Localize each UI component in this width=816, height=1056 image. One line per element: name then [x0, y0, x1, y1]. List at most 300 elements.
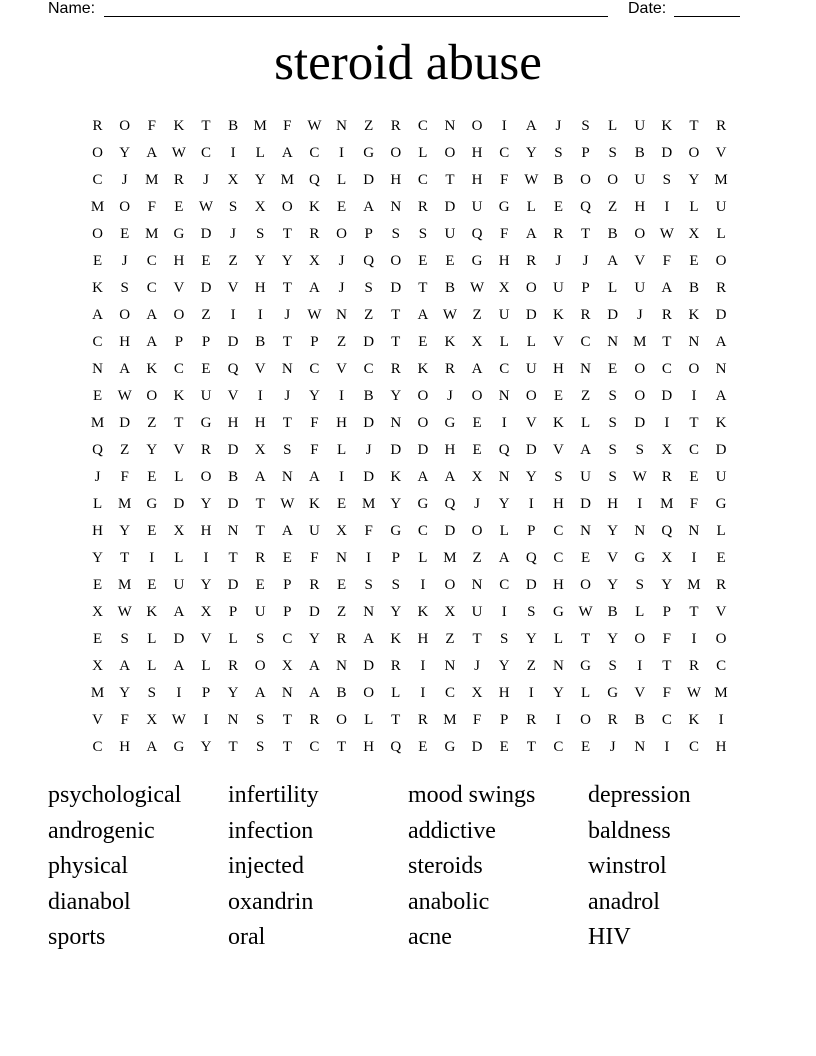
grid-letter: S: [608, 442, 617, 458]
grid-letter: Z: [201, 307, 211, 323]
grid-letter: R: [444, 361, 455, 377]
grid-letter: C: [92, 739, 103, 755]
grid-letter: Y: [525, 469, 537, 485]
grid-letter: R: [309, 712, 320, 728]
grid-letter: U: [715, 199, 727, 215]
grid-letter: V: [173, 280, 185, 296]
grid-letter: H: [363, 739, 375, 755]
grid-letter: E: [147, 523, 157, 539]
grid-letter: O: [173, 307, 185, 323]
grid-letter: I: [528, 685, 534, 701]
grid-letter: H: [173, 253, 185, 269]
grid-letter: O: [444, 577, 456, 593]
grid-letter: C: [716, 658, 727, 674]
grid-letter: A: [525, 226, 537, 242]
grid-letter: B: [228, 118, 239, 134]
grid-letter: O: [471, 388, 483, 404]
grid-letter: W: [117, 604, 132, 620]
grid-letter: E: [147, 577, 157, 593]
grid-letter: D: [363, 658, 375, 674]
grid-letter: O: [715, 631, 727, 647]
grid-letter: C: [553, 523, 564, 539]
grid-letter: N: [580, 523, 591, 539]
grid-letter: X: [254, 199, 266, 215]
grid-row: [84, 248, 735, 275]
grid-letter: B: [553, 172, 564, 188]
grid-letter: T: [228, 550, 238, 566]
grid-letter: I: [637, 658, 643, 674]
grid-letter: Z: [364, 307, 374, 323]
grid-letter: O: [363, 685, 375, 701]
grid-letter: E: [201, 361, 211, 377]
grid-letter: T: [391, 307, 401, 323]
grid-letter: Y: [390, 388, 402, 404]
grid-letter: C: [580, 334, 591, 350]
grid-letter: T: [526, 739, 536, 755]
grid-letter: R: [661, 307, 672, 323]
grid-letter: Y: [227, 685, 239, 701]
grid-letter: E: [445, 253, 455, 269]
word-list-item: sports: [48, 924, 106, 951]
grid-letter: T: [445, 172, 455, 188]
grid-letter: V: [715, 604, 727, 620]
grid-letter: Y: [200, 739, 212, 755]
grid-letter: L: [580, 415, 591, 431]
grid-letter: Y: [146, 442, 158, 458]
grid-letter: O: [634, 631, 646, 647]
grid-letter: K: [688, 307, 700, 323]
grid-row: [84, 572, 735, 599]
grid-letter: V: [634, 253, 646, 269]
grid-letter: T: [580, 631, 591, 647]
grid-letter: F: [147, 199, 156, 215]
grid-letter: K: [309, 199, 320, 215]
grid-letter: U: [634, 172, 646, 188]
grid-letter: T: [174, 415, 184, 431]
grid-letter: A: [173, 604, 185, 620]
grid-letter: K: [444, 334, 456, 350]
grid-letter: O: [92, 145, 103, 161]
word-list: [48, 778, 768, 956]
grid-letter: E: [336, 577, 347, 593]
word-list-item: steroids: [408, 853, 483, 880]
grid-letter: D: [200, 226, 212, 242]
word-list-item: addictive: [408, 817, 496, 844]
grid-letter: M: [90, 199, 105, 215]
grid-letter: J: [284, 307, 291, 323]
grid-letter: D: [227, 496, 239, 512]
grid-letter: E: [201, 253, 211, 269]
grid-letter: I: [420, 577, 426, 593]
grid-letter: W: [659, 226, 674, 242]
grid-letter: Y: [309, 388, 320, 404]
grid-letter: Q: [580, 199, 591, 215]
grid-letter: G: [200, 415, 212, 431]
grid-letter: U: [444, 226, 456, 242]
grid-letter: B: [363, 388, 374, 404]
word-list-item: infertility: [228, 782, 319, 808]
grid-letter: T: [472, 631, 482, 647]
grid-letter: A: [417, 469, 429, 485]
grid-letter: Y: [552, 685, 564, 701]
grid-letter: A: [417, 307, 429, 323]
grid-letter: X: [227, 172, 239, 188]
grid-letter: Y: [498, 496, 510, 512]
grid-letter: H: [119, 334, 131, 350]
grid-letter: M: [117, 577, 132, 593]
grid-letter: L: [336, 172, 347, 188]
grid-letter: C: [499, 577, 510, 593]
grid-letter: O: [525, 280, 537, 296]
grid-letter: S: [608, 415, 617, 431]
grid-letter: L: [553, 631, 563, 647]
grid-letter: D: [390, 280, 402, 296]
grid-letter: E: [336, 199, 347, 215]
grid-letter: T: [201, 118, 211, 134]
grid-letter: O: [146, 388, 158, 404]
grid-letter: O: [471, 118, 483, 134]
grid-letter: E: [92, 631, 103, 647]
grid-letter: A: [92, 307, 103, 323]
word-list-item: baldness: [588, 817, 671, 844]
grid-letter: X: [309, 253, 320, 269]
grid-letter: N: [227, 712, 239, 728]
grid-letter: Q: [661, 523, 673, 539]
word-list-item: winstrol: [588, 853, 667, 880]
grid-letter: A: [119, 361, 131, 377]
grid-letter: Z: [228, 253, 238, 269]
grid-letter: N: [444, 658, 456, 674]
grid-letter: S: [635, 442, 644, 458]
grid-letter: V: [254, 361, 266, 377]
grid-letter: J: [474, 658, 480, 674]
grid-letter: S: [581, 118, 590, 134]
grid-letter: N: [471, 577, 483, 593]
grid-row: [84, 464, 735, 491]
grid-letter: V: [552, 334, 564, 350]
grid-letter: A: [146, 334, 158, 350]
grid-letter: R: [716, 577, 727, 593]
grid-letter: C: [92, 334, 103, 350]
grid-letter: H: [417, 631, 429, 647]
grid-letter: F: [147, 118, 156, 134]
grid-letter: H: [200, 523, 212, 539]
grid-letter: L: [716, 523, 726, 539]
grid-letter: N: [607, 334, 619, 350]
grid-letter: G: [173, 739, 185, 755]
grid-letter: E: [418, 334, 428, 350]
grid-letter: T: [580, 226, 591, 242]
grid-letter: Y: [119, 145, 131, 161]
grid-letter: A: [498, 550, 510, 566]
grid-letter: O: [444, 145, 456, 161]
grid-letter: O: [580, 172, 591, 188]
grid-letter: J: [338, 253, 345, 269]
grid-letter: E: [472, 442, 482, 458]
grid-letter: Y: [390, 604, 402, 620]
grid-letter: F: [120, 712, 129, 728]
grid-letter: S: [608, 145, 617, 161]
grid-letter: I: [501, 118, 507, 134]
grid-letter: P: [283, 604, 292, 620]
grid-letter: A: [525, 118, 537, 134]
grid-row: [84, 437, 735, 464]
grid-letter: M: [117, 496, 132, 512]
grid-letter: D: [417, 442, 429, 458]
grid-letter: I: [176, 685, 182, 701]
grid-letter: Z: [336, 604, 347, 620]
grid-letter: D: [309, 604, 320, 620]
grid-letter: L: [147, 658, 157, 674]
grid-letter: O: [715, 253, 727, 269]
grid-letter: O: [417, 388, 429, 404]
grid-letter: Y: [661, 577, 673, 593]
grid-letter: P: [662, 604, 672, 620]
grid-letter: R: [526, 253, 537, 269]
grid-letter: B: [607, 604, 618, 620]
grid-letter: S: [500, 631, 509, 647]
grid-letter: E: [147, 469, 157, 485]
grid-letter: T: [255, 523, 265, 539]
grid-letter: L: [526, 334, 536, 350]
grid-letter: O: [336, 226, 347, 242]
grid-row: [84, 734, 735, 761]
grid-letter: K: [552, 415, 564, 431]
grid-letter: C: [661, 712, 672, 728]
grid-letter: P: [581, 280, 590, 296]
grid-letter: U: [498, 307, 510, 323]
grid-letter: F: [120, 469, 129, 485]
grid-letter: A: [146, 739, 158, 755]
grid-letter: M: [714, 172, 728, 188]
grid-letter: Y: [525, 145, 537, 161]
grid-row: [84, 707, 735, 734]
grid-letter: N: [336, 307, 347, 323]
name-label: Name:: [48, 0, 96, 17]
grid-letter: U: [634, 280, 646, 296]
grid-letter: N: [336, 658, 347, 674]
grid-letter: U: [309, 523, 320, 539]
grid-letter: H: [498, 253, 510, 269]
grid-letter: Q: [309, 172, 320, 188]
grid-letter: T: [689, 415, 699, 431]
grid-letter: F: [310, 415, 319, 431]
word-list-item: depression: [588, 782, 691, 808]
grid-letter: O: [607, 172, 619, 188]
grid-letter: R: [228, 658, 239, 674]
grid-letter: A: [173, 658, 185, 674]
grid-row: [84, 140, 735, 167]
grid-letter: Q: [471, 226, 483, 242]
grid-letter: T: [662, 334, 672, 350]
grid-letter: H: [119, 739, 131, 755]
grid-letter: C: [417, 523, 428, 539]
grid-letter: F: [662, 685, 672, 701]
grid-letter: G: [444, 739, 456, 755]
grid-letter: H: [471, 145, 483, 161]
grid-letter: T: [282, 415, 292, 431]
grid-letter: U: [173, 577, 185, 593]
grid-letter: X: [200, 604, 212, 620]
grid-letter: A: [661, 280, 673, 296]
word-list-item: physical: [48, 853, 128, 880]
grid-letter: S: [120, 280, 129, 296]
grid-letter: T: [255, 496, 265, 512]
grid-letter: K: [173, 388, 185, 404]
grid-letter: Q: [390, 739, 402, 755]
grid-letter: R: [417, 199, 428, 215]
grid-letter: C: [499, 361, 510, 377]
grid-letter: L: [499, 523, 509, 539]
grid-letter: D: [471, 739, 483, 755]
grid-letter: Q: [498, 442, 510, 458]
grid-letter: W: [171, 145, 186, 161]
grid-letter: N: [634, 523, 646, 539]
grid-letter: S: [256, 226, 265, 242]
grid-letter: X: [444, 604, 456, 620]
grid-letter: D: [634, 415, 646, 431]
grid-letter: G: [715, 496, 727, 512]
grid-letter: R: [255, 550, 266, 566]
grid-letter: E: [255, 577, 265, 593]
grid-letter: I: [637, 496, 643, 512]
grid-letter: M: [90, 415, 105, 431]
grid-letter: C: [282, 631, 293, 647]
grid-letter: D: [227, 442, 239, 458]
grid-letter: J: [284, 388, 291, 404]
grid-letter: Z: [608, 199, 618, 215]
grid-row: [84, 545, 735, 572]
grid-letter: B: [607, 226, 618, 242]
grid-letter: F: [310, 550, 319, 566]
grid-letter: H: [552, 577, 564, 593]
grid-letter: B: [255, 334, 266, 350]
grid-letter: D: [173, 496, 185, 512]
grid-letter: F: [662, 631, 672, 647]
grid-letter: Z: [472, 307, 482, 323]
grid-letter: M: [687, 577, 701, 593]
grid-letter: P: [201, 685, 211, 701]
grid-letter: S: [283, 442, 292, 458]
grid-letter: E: [282, 550, 292, 566]
word-list-item: psychological: [48, 782, 182, 808]
grid-letter: S: [418, 226, 428, 242]
grid-letter: I: [691, 388, 697, 404]
grid-letter: X: [173, 523, 185, 539]
grid-letter: F: [662, 253, 672, 269]
grid-letter: L: [201, 658, 211, 674]
grid-letter: X: [471, 685, 483, 701]
grid-letter: H: [227, 415, 239, 431]
grid-letter: E: [608, 361, 618, 377]
grid-letter: A: [471, 361, 483, 377]
grid-letter: F: [689, 496, 699, 512]
grid-letter: U: [471, 199, 483, 215]
grid-letter: Z: [364, 118, 374, 134]
grid-letter: R: [417, 712, 428, 728]
grid-letter: U: [715, 469, 727, 485]
grid-letter: I: [664, 199, 670, 215]
grid-letter: H: [552, 361, 564, 377]
grid-letter: V: [227, 388, 239, 404]
grid-letter: O: [634, 226, 646, 242]
grid-letter: V: [525, 415, 537, 431]
grid-letter: X: [661, 550, 673, 566]
grid-letter: N: [336, 118, 347, 134]
grid-letter: I: [339, 388, 345, 404]
grid-letter: W: [686, 685, 702, 701]
grid-letter: R: [200, 442, 211, 458]
grid-letter: E: [553, 199, 563, 215]
grid-letter: U: [525, 361, 537, 377]
grid-letter: A: [363, 631, 375, 647]
grid-letter: R: [688, 658, 699, 674]
grid-letter: V: [227, 280, 239, 296]
grid-letter: W: [524, 172, 539, 188]
grid-letter: E: [499, 739, 509, 755]
grid-letter: G: [146, 496, 158, 512]
grid-letter: Q: [227, 361, 239, 377]
grid-letter: N: [634, 739, 646, 755]
grid-letter: K: [390, 469, 402, 485]
grid-letter: G: [607, 685, 619, 701]
grid-letter: V: [200, 631, 212, 647]
grid-letter: A: [254, 469, 266, 485]
grid-letter: J: [230, 226, 237, 242]
grid-letter: E: [553, 388, 563, 404]
grid-letter: E: [689, 253, 699, 269]
grid-letter: T: [391, 334, 401, 350]
grid-letter: X: [92, 604, 103, 620]
grid-row: [84, 599, 735, 626]
grid-letter: C: [688, 442, 699, 458]
grid-letter: A: [715, 388, 727, 404]
grid-letter: P: [364, 226, 373, 242]
grid-row: [84, 167, 735, 194]
grid-letter: Q: [92, 442, 103, 458]
grid-letter: T: [282, 739, 292, 755]
grid-letter: Z: [472, 550, 482, 566]
grid-letter: W: [470, 280, 485, 296]
grid-letter: I: [257, 307, 263, 323]
grid-letter: Z: [120, 442, 130, 458]
grid-letter: X: [92, 658, 103, 674]
grid-letter: O: [254, 658, 266, 674]
grid-letter: H: [254, 415, 266, 431]
grid-letter: L: [255, 145, 265, 161]
grid-letter: C: [309, 361, 320, 377]
grid-letter: I: [339, 145, 345, 161]
grid-letter: E: [689, 469, 699, 485]
grid-letter: P: [391, 550, 400, 566]
grid-letter: L: [336, 442, 347, 458]
grid-letter: Y: [119, 685, 131, 701]
grid-letter: K: [146, 361, 158, 377]
grid-letter: K: [552, 307, 564, 323]
grid-letter: D: [363, 415, 375, 431]
grid-letter: N: [498, 388, 510, 404]
grid-letter: N: [281, 685, 293, 701]
grid-letter: J: [474, 496, 480, 512]
grid-letter: I: [664, 415, 670, 431]
grid-letter: O: [580, 577, 591, 593]
grid-letter: M: [660, 496, 674, 512]
grid-letter: S: [256, 631, 265, 647]
grid-letter: R: [553, 226, 564, 242]
grid-letter: O: [688, 361, 700, 377]
grid-letter: Z: [526, 658, 536, 674]
grid-letter: I: [420, 685, 426, 701]
